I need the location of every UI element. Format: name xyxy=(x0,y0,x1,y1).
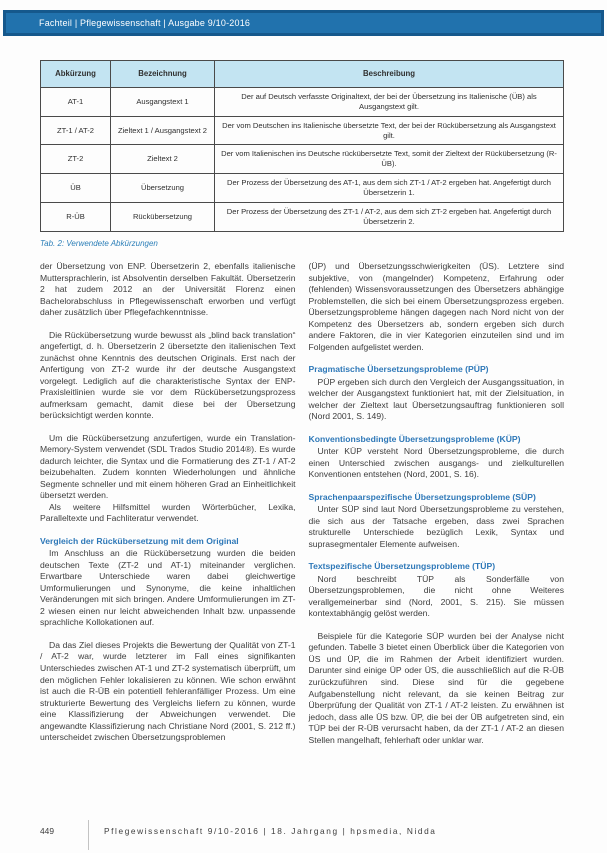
paragraph: PÜP ergeben sich durch den Vergleich der Ausgangssituation, in welcher der Ausgangstext funktioniert hat, mit der Zielsituation, in welcher der Zieltext laut Übersetzungsauftrag funktionieren soll (Nord 2001, S. 149). xyxy=(308,376,564,422)
column-header-desc: Beschreibung xyxy=(215,61,564,88)
table-row xyxy=(41,202,564,231)
paragraph: Da das Ziel dieses Projekts die Bewertung der Qualität von ZT-1 / AT-2 war, wurde letzterer im Fall eines signifikanten Unterschiedes zwischen AT-1 und ZT-2 systematisch überprüft, um den möglichen Fehler lokalisieren zu können. Wie schon erwähnt ist auch die R-ÜB ein potentiell fehleranfälliger Prozess. Um eine strukturierte Bewertung des Vergleichs liefern zu können, wurde eine Klassifizierung der Abweichungen verwendet. Die angewandte Klassifizierung nach Christiane Nord (2001, S. 212 ff.) unterscheidet zwischen Übersetzungsproblemen xyxy=(40,639,296,743)
left-column xyxy=(40,261,296,757)
journal-info: Pflegewissenschaft 9/10-2016 | 18. Jahrgang | hpsmedia, Nidda xyxy=(104,826,437,836)
section-banner-label: Fachteil | Pflegewissenschaft | Ausgabe 9/10-2016 xyxy=(39,18,251,28)
paragraph: Um die Rückübersetzung anzufertigen, wurde ein Translation-Memory-System verwendet (SDL Trados Studio 2014®). Es wurde dadurch leichter, die Syntax und die Formatierung des ZT-1 / AT-2 beizubehalten. Zudem konnten Wiederholungen und ähnliche Segmente schneller und mit einem höheren Grad an Einheitlichkeit übersetzt werden. xyxy=(40,432,296,501)
paragraph: Im Anschluss an die Rückübersetzung wurden die beiden deutschen Texte (ZT-2 und AT-1) miteinander verglichen. Erwartbare Unterschiede waren dabei gleichwertige Umformulierungen und Synonyme, die keine inhaltlichen Veränderungen mit sich bringen. Andere Umformulierungen im ZT-2 wiesen einen nur leicht abweichenden Inhalt bzw. unpassende sprachliche Kollokationen auf. xyxy=(40,548,296,628)
article-body xyxy=(40,261,564,757)
cell-name: Übersetzung xyxy=(111,174,215,203)
table-caption: Tab. 2: Verwendete Abkürzungen xyxy=(40,238,158,248)
cell-abbr: ZT-2 xyxy=(41,145,111,174)
column-header-name: Bezeichnung xyxy=(111,61,215,88)
subsection-heading: Sprachenpaarspezifische Übersetzungsprobleme (SÜP) xyxy=(308,491,536,502)
paragraph: Nord beschreibt TÜP als Sonderfälle von Übersetzungsproblemen, die nicht ohne Weiteres verallgemeinerbar sind (Nord, 2001, S. 215). Sie müssen kontextabhängig gelöst werden. xyxy=(308,573,564,619)
cell-abbr: AT-1 xyxy=(41,88,111,117)
cell-desc: Der vom Italienischen ins Deutsche rückübersetzte Text, somit der Zieltext der Rückübersetzung (R-ÜB). xyxy=(215,145,564,174)
cell-desc: Der Prozess der Übersetzung des ZT-1 / AT-2, aus dem sich ZT-2 ergeben hat. Angefertigt durch Übersetzerin 2. xyxy=(215,202,564,231)
column-header-abbr: Abkürzung xyxy=(41,61,111,88)
cell-name: Ausgangstext 1 xyxy=(111,88,215,117)
paragraph: der Übersetzung von ENP. Übersetzerin 2, ebenfalls italienische Muttersprachlerin, ist Absolventin derselben Fakultät. Übersetzerin 2 hat zudem 2012 an der Universität Florenz einen Bachelorabschluss in Pflegewissenschaft erworben und verfügt daher zusätzlich über Pflegefachkenntnisse. xyxy=(40,261,296,318)
footer-divider xyxy=(88,820,89,850)
paragraph: Unter SÜP sind laut Nord Übersetzungsprobleme zu verstehen, die sich aus der Tatsache ergeben, dass zwei Sprachen strukturelle Unterschiede bezüglich Lexik, Syntax und suprasegmentaler Elemente aufweisen. xyxy=(308,504,564,549)
cell-desc: Der auf Deutsch verfasste Originaltext, der bei der Übersetzung ins Italienische (ÜB) als Ausgangstext gilt. xyxy=(215,88,564,117)
table-row xyxy=(41,174,564,203)
cell-abbr: R-ÜB xyxy=(41,202,111,231)
cell-abbr: ÜB xyxy=(41,174,111,203)
subsection-heading: Textspezifische Übersetzungsprobleme (TÜP) xyxy=(308,561,496,572)
cell-name: Rückübersetzung xyxy=(111,202,215,231)
subsection-heading: Konventionsbedingte Übersetzungsprobleme (KÜP) xyxy=(308,433,521,444)
abbreviation-table-block xyxy=(40,60,564,248)
page-number: 449 xyxy=(40,826,54,836)
cell-abbr: ZT-1 / AT-2 xyxy=(41,116,111,145)
section-banner xyxy=(3,10,604,36)
cell-name: Zieltext 1 / Ausgangstext 2 xyxy=(111,116,215,145)
paragraph: Die Rückübersetzung wurde bewusst als „blind back translation“ angefertigt, d. h. Übersetzerin 2 übersetzte den italienischen Text zunächst ohne Kenntnis des deutschen Originals. Erst nach der Anfertigung von ZT-2 wurde ihr der deutsche Ausgangstext vorgelegt. Lediglich auf die charakteristische Syntax der ENP-Praxisleitlinien wurde sie vor dem Rückübersetzungsprozess aufmerksam gemacht, damit diese bei der Übersetzung berücksichtigt werden konnte. xyxy=(40,329,296,421)
subsection-heading: Vergleich der Rückübersetzung mit dem Original xyxy=(40,535,239,546)
table-header-row xyxy=(41,61,564,88)
page-footer xyxy=(0,820,607,853)
cell-desc: Der Prozess der Übersetzung des AT-1, aus dem sich ZT-1 / AT-2 ergeben hat. Angefertigt durch Übersetzerin 1. xyxy=(215,174,564,203)
table-row xyxy=(41,116,564,145)
cell-desc: Der vom Deutschen ins Italienische übersetzte Text, der bei der Rückübersetzung als Ausgangstext gilt. xyxy=(215,116,564,145)
abbreviation-table xyxy=(40,60,564,232)
paragraph: Als weitere Hilfsmittel wurden Wörterbücher, Lexika, Paralleltexte und Fachliteratur verwendet. xyxy=(40,501,296,524)
paragraph: Beispiele für die Kategorie SÜP wurden bei der Analyse nicht gefunden. Tabelle 3 bietet einen Überblick über die Kategorien von ÜS und ÜP, die im Rahmen der Arbeit identifiziert wurden. Darunter sind einige ÜP oder ÜS, die ausschließlich auf die R-ÜB zurückzuführen sind. Diese sind für die gegebene Aufgabenstellung nicht relevant, da sie keinen Beitrag zur Überprüfung der Qualität von ZT-1 / AT-2 leisten. Zu erwähnen ist jedoch, dass alle ÜS bzw. ÜP, die bei der ÜB aufgetreten sind, ein TÜP bei der R-ÜB verursacht haben, da der ZT-1 / AT-2 an diesen Stellen mangelhaft, fehlerhaft oder unklar war. xyxy=(308,630,564,745)
table-row xyxy=(41,88,564,117)
cell-name: Zieltext 2 xyxy=(111,145,215,174)
paragraph: (ÜP) und Übersetzungsschwierigkeiten (ÜS). Letztere sind subjektive, von (mangelnder) Kompetenz, Erfahrung oder (fehlenden) Wissensvoraussetzungen des Übersetzers abhängige Problemstellen, die sich bei einem Übersetzungsprozess ergeben. Übersetzungsprobleme hängen dagegen nach Nord nicht von der Kompetenz des Übersetzers ab, sondern ergeben sich durch andere Faktoren, die in vier Kategorien einzuteilen sind und im Folgenden aufgelistet werden. xyxy=(308,261,564,352)
table-row xyxy=(41,145,564,174)
subsection-heading: Pragmatische Übersetzungsprobleme (PÜP) xyxy=(308,364,489,375)
paragraph: Unter KÜP versteht Nord Übersetzungsprobleme, die durch einen Unterschied zwischen ausgangs- und zielkulturellen Konventionen entstehen (Nord, 2001, S. 16). xyxy=(308,446,564,480)
right-column xyxy=(309,261,565,757)
